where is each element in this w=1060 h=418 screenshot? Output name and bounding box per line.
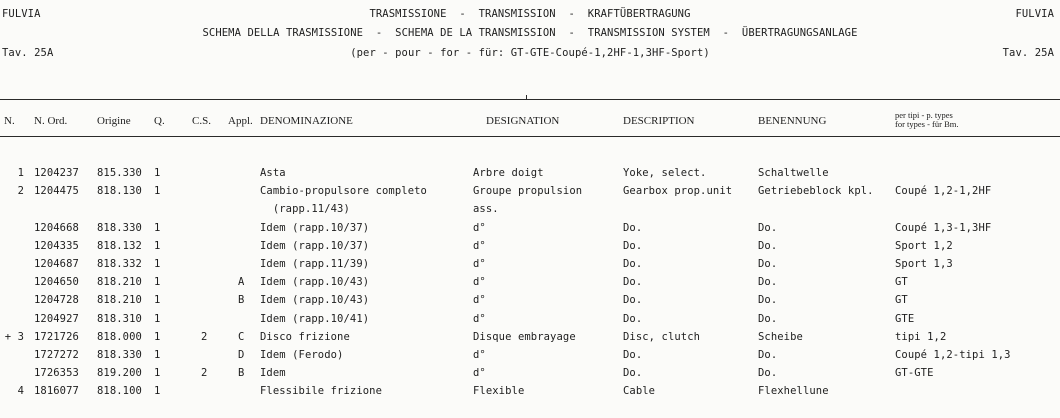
cell-denominazione: Cambio-propulsore completo <box>260 185 427 198</box>
cell-description: Do. <box>623 239 643 252</box>
cell-appl: D <box>238 349 245 361</box>
cell-denominazione: Idem (rapp.10/43) <box>260 276 370 289</box>
center-tick <box>526 95 527 100</box>
cell-denominazione: Idem (rapp.10/37) <box>260 221 370 234</box>
col-head-types-line2: for types - für Bm. <box>895 119 959 129</box>
col-head-cs: C.S. <box>192 115 211 127</box>
cell-types: Coupé 1,2-tipi 1,3 <box>895 349 1011 361</box>
cell-types: tipi 1,2 <box>895 330 947 343</box>
cell-denominazione: (rapp.11/43) <box>260 203 350 216</box>
cell-number: + 3 <box>4 330 24 343</box>
cell-order-number: 1727272 <box>34 349 79 361</box>
table-row <box>0 294 1060 312</box>
cell-benennung: Do. <box>758 367 778 380</box>
cell-designation: d° <box>473 239 486 252</box>
cell-cs: 2 <box>201 367 208 380</box>
cell-designation: d° <box>473 349 486 361</box>
cell-origin: 818.330 <box>97 349 142 361</box>
cell-description: Do. <box>623 294 643 307</box>
cell-quantity: 1 <box>154 185 161 198</box>
cell-order-number: 1204475 <box>34 185 79 198</box>
cell-appl: C <box>238 330 245 343</box>
col-head-q: Q. <box>154 115 165 127</box>
cell-designation: Arbre doigt <box>473 167 544 179</box>
cell-types: GT-GTE <box>895 367 934 380</box>
cell-denominazione: Flessibile frizione <box>260 385 383 398</box>
cell-benennung: Do. <box>758 312 778 325</box>
col-head-designation: DESIGNATION <box>486 115 560 127</box>
cell-denominazione: Disco frizione <box>260 330 350 343</box>
table-row <box>0 367 1060 385</box>
model-list: (per - pour - for - für: GT-GTE-Coupé-1,2HF-1,3HF-Sport) <box>350 47 710 59</box>
cell-description: Gearbox prop.unit <box>623 185 733 198</box>
cell-designation: Groupe propulsion <box>473 185 583 198</box>
cell-benennung: Getriebeblock kpl. <box>758 185 874 198</box>
cell-benennung: Scheibe <box>758 330 803 343</box>
cell-description: Do. <box>623 367 643 380</box>
col-head-origine: Origine <box>97 115 131 127</box>
col-head-types <box>895 111 959 129</box>
brand-right: FULVIA <box>1015 8 1054 20</box>
cell-types: GT <box>895 294 908 307</box>
cell-order-number: 1726353 <box>34 367 79 380</box>
cell-denominazione: Asta <box>260 167 286 179</box>
cell-benennung: Do. <box>758 276 778 289</box>
cell-denominazione: Idem (rapp.10/43) <box>260 294 370 307</box>
cell-number: 4 <box>17 385 24 398</box>
cell-benennung: Do. <box>758 349 778 361</box>
cell-order-number: 1204650 <box>34 276 79 289</box>
table-row <box>0 222 1060 240</box>
cell-quantity: 1 <box>154 258 161 270</box>
cell-quantity: 1 <box>154 294 161 307</box>
cell-types: GTE <box>895 312 915 325</box>
cell-description: Do. <box>623 258 643 270</box>
table-row <box>0 258 1060 276</box>
header-bottom-rule <box>0 136 1060 137</box>
cell-description: Do. <box>623 221 643 234</box>
cell-designation: Flexible <box>473 385 525 398</box>
cell-origin: 818.210 <box>97 294 142 307</box>
col-head-ord: N. Ord. <box>34 115 68 127</box>
col-head-benennung: BENENNUNG <box>758 115 827 127</box>
cell-quantity: 1 <box>154 221 161 234</box>
table-number-right: Tav. 25A <box>1002 47 1054 59</box>
cell-order-number: 1816077 <box>34 385 79 398</box>
cell-number: 2 <box>17 185 24 198</box>
cell-designation: d° <box>473 294 486 307</box>
col-head-description: DESCRIPTION <box>623 115 695 127</box>
cell-quantity: 1 <box>154 167 161 179</box>
cell-origin: 818.100 <box>97 385 142 398</box>
cell-order-number: 1204728 <box>34 294 79 307</box>
cell-order-number: 1204335 <box>34 239 79 252</box>
page-title: TRASMISSIONE - TRANSMISSION - KRAFTÜBERTRAGUNG <box>369 8 691 20</box>
table-row <box>0 313 1060 331</box>
table-row <box>0 276 1060 294</box>
cell-description: Do. <box>623 312 643 325</box>
cell-order-number: 1204237 <box>34 167 79 179</box>
cell-origin: 818.332 <box>97 258 142 270</box>
cell-denominazione: Idem (Ferodo) <box>260 349 344 361</box>
brand-left: FULVIA <box>2 8 41 20</box>
col-head-n: N. <box>4 115 15 127</box>
cell-appl: B <box>238 367 245 380</box>
cell-benennung: Do. <box>758 294 778 307</box>
cell-description: Disc, clutch <box>623 330 701 343</box>
cell-quantity: 1 <box>154 385 161 398</box>
col-head-types-line1: per tipi - p. types <box>895 110 953 120</box>
cell-description: Yoke, select. <box>623 167 707 179</box>
cell-benennung: Schaltwelle <box>758 167 829 179</box>
cell-description: Do. <box>623 276 643 289</box>
col-head-appl: Appl. <box>228 115 253 127</box>
cell-origin: 818.210 <box>97 276 142 289</box>
table-row <box>0 167 1060 185</box>
cell-denominazione: Idem (rapp.10/37) <box>260 239 370 252</box>
cell-quantity: 1 <box>154 330 161 343</box>
cell-denominazione: Idem <box>260 367 286 380</box>
cell-appl: B <box>238 294 245 307</box>
cell-quantity: 1 <box>154 367 161 380</box>
col-head-denominazione: DENOMINAZIONE <box>260 115 353 127</box>
table-row <box>0 331 1060 349</box>
table-row <box>0 203 1060 221</box>
cell-origin: 818.000 <box>97 330 142 343</box>
cell-order-number: 1721726 <box>34 330 79 343</box>
cell-origin: 815.330 <box>97 167 142 179</box>
table-row <box>0 349 1060 367</box>
cell-designation: d° <box>473 276 486 289</box>
cell-designation: d° <box>473 312 486 325</box>
cell-types: Coupé 1,2-1,2HF <box>895 185 992 198</box>
cell-quantity: 1 <box>154 239 161 252</box>
page-subtitle: SCHEMA DELLA TRASMISSIONE - SCHEMA DE LA TRANSMISSION - TRANSMISSION SYSTEM - ÜBERTRAGUNGSANLAGE <box>202 27 858 39</box>
cell-origin: 818.330 <box>97 221 142 234</box>
cell-types: Sport 1,2 <box>895 239 953 252</box>
table-row <box>0 185 1060 203</box>
cell-denominazione: Idem (rapp.11/39) <box>260 258 370 270</box>
cell-types: GT <box>895 276 908 289</box>
cell-benennung: Do. <box>758 221 778 234</box>
cell-quantity: 1 <box>154 276 161 289</box>
table-number-left: Tav. 25A <box>2 47 54 59</box>
table-row <box>0 385 1060 403</box>
cell-origin: 818.130 <box>97 185 142 198</box>
table-row <box>0 240 1060 258</box>
cell-designation: d° <box>473 367 486 380</box>
cell-origin: 818.132 <box>97 239 142 252</box>
cell-benennung: Flexhellune <box>758 385 829 398</box>
cell-quantity: 1 <box>154 312 161 325</box>
cell-quantity: 1 <box>154 349 161 361</box>
cell-description: Cable <box>623 385 656 398</box>
cell-origin: 819.200 <box>97 367 142 380</box>
cell-cs: 2 <box>201 330 208 343</box>
cell-order-number: 1204687 <box>34 258 79 270</box>
cell-denominazione: Idem (rapp.10/41) <box>260 312 370 325</box>
cell-order-number: 1204668 <box>34 221 79 234</box>
cell-order-number: 1204927 <box>34 312 79 325</box>
header-top-rule <box>0 99 1060 100</box>
cell-appl: A <box>238 276 245 289</box>
cell-types: Coupé 1,3-1,3HF <box>895 221 992 234</box>
cell-description: Do. <box>623 349 643 361</box>
cell-designation: Disque embrayage <box>473 330 576 343</box>
cell-designation: d° <box>473 221 486 234</box>
cell-origin: 818.310 <box>97 312 142 325</box>
cell-types: Sport 1,3 <box>895 258 953 270</box>
cell-benennung: Do. <box>758 239 778 252</box>
cell-designation: ass. <box>473 203 499 216</box>
cell-number: 1 <box>17 167 24 179</box>
cell-benennung: Do. <box>758 258 778 270</box>
cell-designation: d° <box>473 258 486 270</box>
